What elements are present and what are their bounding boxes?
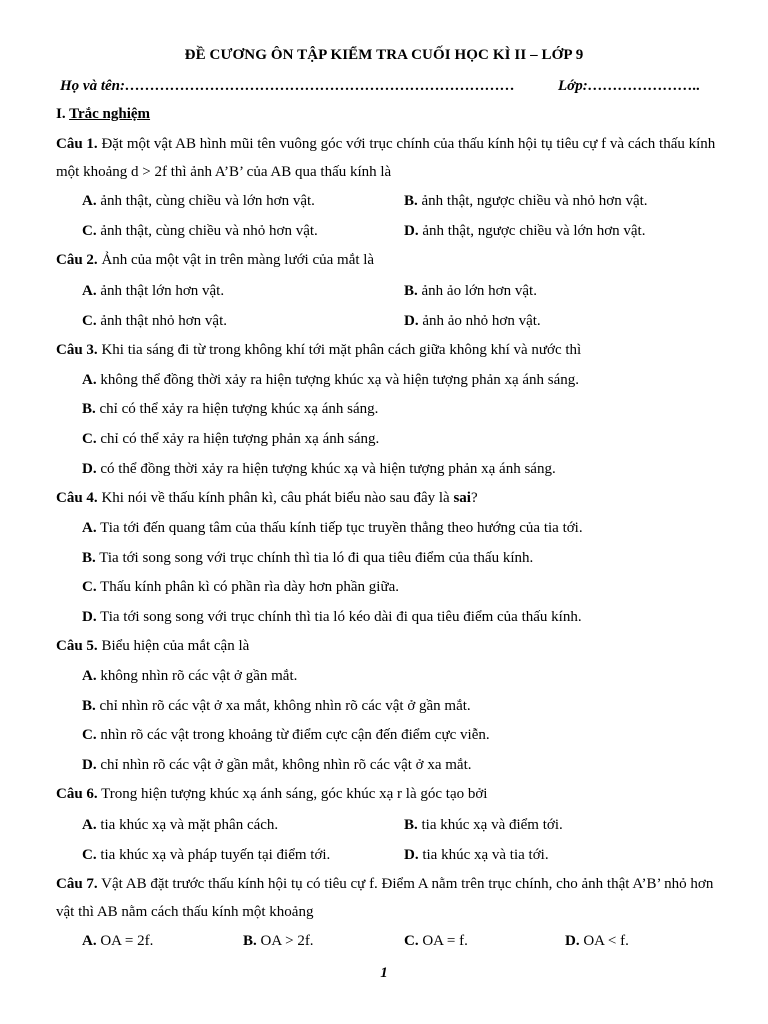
option-text: OA = f.	[422, 933, 468, 949]
question-6	[56, 780, 716, 808]
option-text: OA > 2f.	[260, 933, 314, 949]
option-key: C.	[404, 933, 419, 949]
option-1b	[404, 191, 648, 211]
option-key: B.	[82, 401, 96, 417]
option-text: không nhìn rõ các vật ở gần mắt.	[100, 668, 298, 684]
option-key: D.	[82, 461, 97, 477]
option-5c	[82, 725, 490, 745]
option-text: OA < f.	[583, 933, 629, 949]
option-4c	[82, 577, 399, 597]
question-text-emphasis: sai	[453, 490, 471, 506]
option-key: C.	[82, 431, 97, 447]
option-text: tia khúc xạ và điểm tới.	[421, 817, 563, 833]
question-text-end: ?	[470, 490, 478, 506]
option-text: Thấu kính phân kì có phần rìa dày hơn phần giữa.	[100, 579, 399, 595]
question-4	[56, 484, 716, 512]
question-text: Trong hiện tượng khúc xạ ánh sáng, góc khúc xạ r là góc tạo bởi	[101, 786, 488, 802]
option-text: chỉ nhìn rõ các vật ở gần mắt, không nhìn rõ các vật ở xa mắt.	[100, 757, 472, 773]
option-6c	[82, 845, 330, 865]
question-5	[56, 632, 716, 660]
option-text: nhìn rõ các vật trong khoảng từ điểm cực cận đến điểm cực viễn.	[100, 727, 490, 743]
option-3a	[82, 370, 579, 390]
question-1	[56, 130, 716, 186]
option-key: A.	[82, 520, 97, 536]
option-1d	[404, 221, 645, 241]
question-2	[56, 246, 716, 274]
option-key: A.	[82, 193, 97, 209]
option-text: ảnh ảo nhỏ hơn vật.	[422, 313, 541, 329]
option-1a	[82, 191, 315, 211]
option-key: D.	[404, 847, 419, 863]
option-key: A.	[82, 283, 97, 299]
option-key: A.	[82, 372, 97, 388]
option-text: không thể đồng thời xảy ra hiện tượng khúc xạ và hiện tượng phản xạ ánh sáng.	[100, 372, 580, 388]
question-label: Câu 7.	[56, 876, 98, 892]
option-7b	[243, 931, 314, 951]
question-label: Câu 2.	[56, 252, 98, 268]
question-3	[56, 336, 716, 364]
option-text: ảnh thật lớn hơn vật.	[100, 283, 225, 299]
option-6a	[82, 815, 278, 835]
question-text: Khi nói về thấu kính phân kì, câu phát biểu nào sau đây là	[101, 490, 454, 506]
option-key: B.	[404, 193, 418, 209]
option-key: B.	[82, 698, 96, 714]
option-text: tia khúc xạ và pháp tuyến tại điểm tới.	[100, 847, 331, 863]
option-4a	[82, 518, 583, 538]
question-label: Câu 4.	[56, 490, 98, 506]
option-text: Tia tới đến quang tâm của thấu kính tiếp tục truyền thẳng theo hướng của tia tới.	[100, 520, 583, 536]
option-3d	[82, 459, 556, 479]
option-text: có thể đồng thời xảy ra hiện tượng khúc xạ và hiện tượng phản xạ ánh sáng.	[100, 461, 556, 477]
question-text: Biểu hiện của mắt cận là	[101, 638, 250, 654]
option-2d	[404, 311, 541, 331]
option-key: B.	[82, 550, 96, 566]
option-6d	[404, 845, 549, 865]
option-text: ảnh thật nhỏ hơn vật.	[100, 313, 228, 329]
option-text: tia khúc xạ và mặt phân cách.	[100, 817, 279, 833]
option-key: C.	[82, 847, 97, 863]
option-text: ảnh thật, cùng chiều và lớn hơn vật.	[100, 193, 315, 209]
option-3b	[82, 399, 378, 419]
question-text: Khi tia sáng đi từ trong không khí tới mặt phân cách giữa không khí và nước thì	[101, 342, 582, 358]
option-5a	[82, 666, 297, 686]
question-text: Ảnh của một vật in trên màng lưới của mắt là	[101, 252, 375, 268]
option-key: D.	[404, 223, 419, 239]
option-key: B.	[404, 817, 418, 833]
option-key: A.	[82, 668, 97, 684]
option-text: ảnh thật, ngược chiều và nhỏ hơn vật.	[421, 193, 648, 209]
question-label: Câu 1.	[56, 136, 98, 152]
question-text: Đặt một vật AB hình mũi tên vuông góc với trục chính của thấu kính hội tụ tiêu cự f và cách thấu kính một khoảng d > 2f thì ảnh A’B’ của AB qua thấu kính là	[56, 136, 716, 180]
option-key: C.	[82, 223, 97, 239]
option-7d	[565, 931, 629, 951]
option-2b	[404, 281, 537, 301]
option-5d	[82, 755, 472, 775]
option-key: C.	[82, 579, 97, 595]
option-key: D.	[82, 609, 97, 625]
option-key: B.	[404, 283, 418, 299]
option-key: A.	[82, 817, 97, 833]
page-number: 1	[380, 965, 388, 981]
option-text: ảnh thật, cùng chiều và nhỏ hơn vật.	[100, 223, 318, 239]
option-text: ảnh ảo lớn hơn vật.	[421, 283, 537, 299]
option-text: chỉ nhìn rõ các vật ở xa mắt, không nhìn rõ các vật ở gần mắt.	[99, 698, 471, 714]
question-label: Câu 5.	[56, 638, 98, 654]
option-1c	[82, 221, 318, 241]
option-key: D.	[82, 757, 97, 773]
option-text: OA = 2f.	[100, 933, 154, 949]
question-label: Câu 3.	[56, 342, 98, 358]
option-6b	[404, 815, 563, 835]
question-text: Vật AB đặt trước thấu kính hội tụ có tiêu cự f. Điểm A nằm trên trục chính, cho ảnh thật A’B’ nhỏ hơn vật thì AB nằm cách thấu kính một khoảng	[56, 876, 714, 920]
name-field: Họ và tên:……………………………………………………………………	[60, 78, 515, 94]
option-7c	[404, 931, 468, 951]
option-2a	[82, 281, 224, 301]
option-key: C.	[82, 313, 97, 329]
option-3c	[82, 429, 379, 449]
option-text: tia khúc xạ và tia tới.	[422, 847, 549, 863]
student-info-line	[60, 78, 720, 95]
option-key: B.	[243, 933, 257, 949]
document-title: ĐỀ CƯƠNG ÔN TẬP KIỂM TRA CUỐI HỌC KÌ II – LỚP 9	[184, 47, 584, 63]
class-field: Lớp:…………………..	[558, 78, 701, 94]
section-number: I.	[56, 106, 70, 122]
option-key: D.	[404, 313, 419, 329]
option-4d	[82, 607, 582, 627]
question-label: Câu 6.	[56, 786, 98, 802]
option-text: chỉ có thể xảy ra hiện tượng khúc xạ ánh sáng.	[99, 401, 379, 417]
option-2c	[82, 311, 227, 331]
option-text: chỉ có thể xảy ra hiện tượng phản xạ ánh sáng.	[100, 431, 380, 447]
question-7	[56, 870, 716, 926]
option-key: A.	[82, 933, 97, 949]
option-key: C.	[82, 727, 97, 743]
option-text: Tia tới song song với trục chính thì tia ló đi qua tiêu điểm của thấu kính.	[99, 550, 534, 566]
option-text: ảnh thật, ngược chiều và lớn hơn vật.	[422, 223, 646, 239]
option-4b	[82, 548, 533, 568]
option-text: Tia tới song song với trục chính thì tia ló kéo dài đi qua tiêu điểm của thấu kính.	[100, 609, 582, 625]
section-title: Trắc nghiệm	[69, 106, 151, 122]
option-key: D.	[565, 933, 580, 949]
option-5b	[82, 696, 471, 716]
section-heading	[56, 106, 150, 123]
option-7a	[82, 931, 153, 951]
